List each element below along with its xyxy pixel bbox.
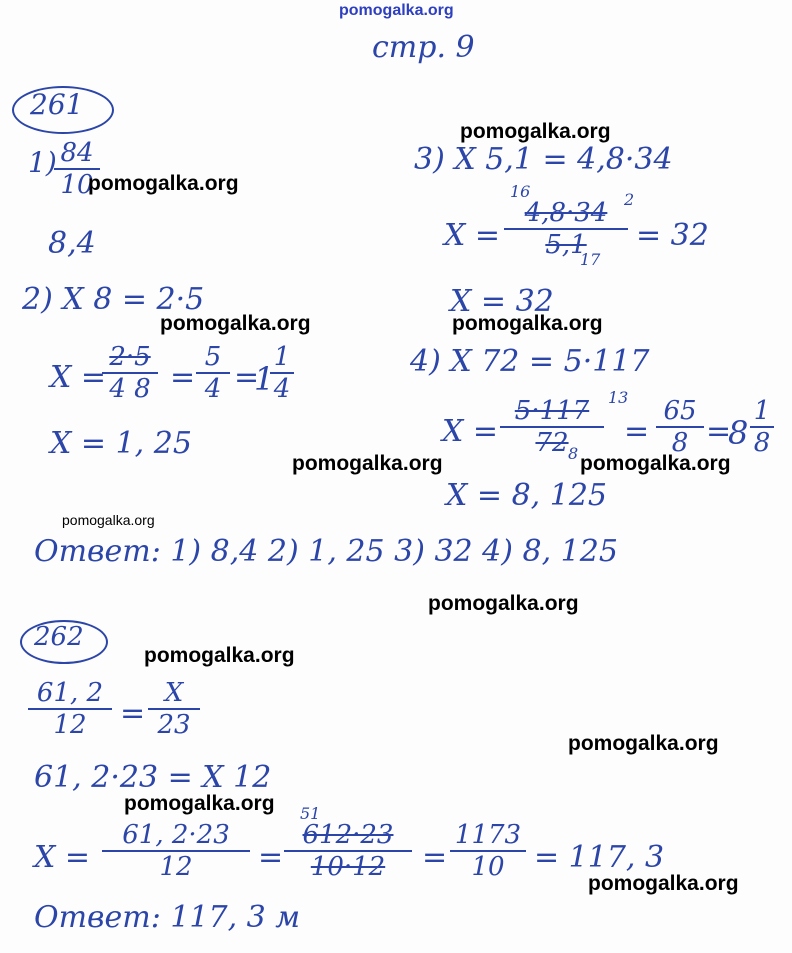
proportion-left-numerator: 61, 2 (36, 678, 104, 708)
answer-262: Ответ: 117, 3 м (34, 900, 301, 935)
problem-262-f3-denominator: 10 (450, 850, 526, 882)
part2-result: X = 1, 25 (50, 426, 192, 461)
part4-mixed-whole: 8 (728, 414, 749, 452)
part3-sup-16: 16 (510, 182, 531, 201)
part4-numerator: 5·117 (514, 396, 590, 426)
problem-262-fraction-3 (450, 820, 526, 882)
part1-result: 8,4 (48, 226, 96, 261)
part2-equals-2: = (234, 360, 260, 395)
part3-equation: 3) X 5,1 = 4,8·34 (414, 142, 673, 177)
part2-x-eq: X = (50, 360, 107, 395)
watermark[interactable]: pomogalka.org (292, 452, 443, 475)
part3-x-eq: X = (444, 218, 501, 253)
problem-number-261: 261 (30, 88, 84, 121)
problem-262-line2: 61, 2·23 = X 12 (34, 760, 272, 795)
part2-f2-denominator: 4 (196, 372, 230, 404)
part4-x-eq: X = (442, 414, 499, 449)
proportion-right (148, 678, 200, 740)
watermark[interactable]: pomogalka.org (588, 872, 739, 895)
part3-value: = 32 (636, 218, 709, 253)
part3-result: X = 32 (450, 284, 554, 319)
watermark[interactable]: pomogalka.org (580, 452, 731, 475)
part2-equation: 2) X 8 = 2·5 (22, 282, 205, 317)
part2-fraction-1 (102, 342, 158, 404)
proportion-left-denominator: 12 (28, 708, 112, 740)
part4-denominator: 72 (500, 426, 604, 458)
problem-262-fraction-1 (102, 820, 250, 882)
proportion-right-numerator: X (164, 678, 184, 708)
watermark-top[interactable]: pomogalka.org (339, 2, 454, 19)
part4-fraction-2 (656, 396, 704, 458)
page-label: стр. 9 (372, 30, 475, 65)
part3-sub-17: 17 (580, 250, 601, 269)
part4-mixed-fraction (750, 396, 774, 458)
proportion-right-denominator: 23 (148, 708, 200, 740)
part3-sup-2: 2 (624, 190, 635, 209)
watermark[interactable]: pomogalka.org (160, 312, 311, 335)
part1-numerator: 84 (60, 138, 94, 168)
part2-f2-numerator: 5 (204, 342, 222, 372)
watermark[interactable]: pomogalka.org (568, 732, 719, 755)
watermark[interactable]: pomogalka.org (460, 120, 611, 143)
part2-f1-numerator: 2·5 (109, 342, 151, 372)
part4-equals-2: = (706, 414, 732, 449)
part3-denominator: 5,1 (504, 228, 628, 260)
watermark[interactable]: pomogalka.org (124, 792, 275, 815)
part4-result: X = 8, 125 (446, 478, 607, 513)
problem-262-f3-numerator: 1173 (454, 820, 522, 850)
part2-equals-1: = (170, 360, 196, 395)
proportion-left (28, 678, 112, 740)
part2-f1-denominator: 4 8 (102, 372, 158, 404)
problem-262-f2-numerator: 612·23 (302, 820, 394, 850)
problem-262-f1-denominator: 12 (102, 850, 250, 882)
watermark[interactable]: pomogalka.org (452, 312, 603, 335)
part3-fraction (504, 198, 628, 260)
part1-label: 1) (28, 146, 57, 179)
proportion-equals: = (120, 696, 146, 731)
problem-262-x-eq: X = (34, 840, 91, 875)
part2-fraction-2 (196, 342, 230, 404)
part4-f2-numerator: 65 (663, 396, 697, 426)
part2-mixed-fraction (270, 342, 294, 404)
part4-mixed-numerator: 1 (753, 396, 771, 426)
part2-mixed-denominator: 4 (270, 372, 294, 404)
part4-equals-1: = (624, 414, 650, 449)
problem-262-f2-denominator: 10·12 (284, 850, 412, 882)
problem-262-fraction-2 (284, 820, 412, 882)
part4-equation: 4) X 72 = 5·117 (410, 344, 650, 379)
watermark[interactable]: pomogalka.org (428, 592, 579, 615)
part4-fraction-1 (500, 396, 604, 458)
part4-sub-8: 8 (568, 444, 579, 463)
answer-261: Ответ: 1) 8,4 2) 1, 25 3) 32 4) 8, 125 (34, 534, 618, 569)
part2-mixed-whole: 1 (254, 360, 275, 398)
problem-number-262: 262 (34, 622, 84, 652)
problem-262-equals-2: = (422, 840, 448, 875)
watermark[interactable]: pomogalka.org (88, 172, 239, 195)
problem-262-sup-51: 51 (300, 804, 321, 823)
watermark[interactable]: pomogalka.org (144, 644, 295, 667)
part4-sup-13: 13 (608, 388, 629, 407)
problem-262-value: = 117, 3 (534, 840, 665, 875)
problem-262-f1-numerator: 61, 2·23 (122, 820, 230, 850)
part1-denominator: 10 (54, 168, 100, 200)
part2-mixed-numerator: 1 (273, 342, 291, 372)
problem-262-equals-1: = (258, 840, 284, 875)
part4-f2-denominator: 8 (656, 426, 704, 458)
watermark-small[interactable]: pomogalka.org (62, 512, 155, 528)
part3-numerator: 4,8·34 (524, 198, 608, 228)
part4-mixed-denominator: 8 (750, 426, 774, 458)
